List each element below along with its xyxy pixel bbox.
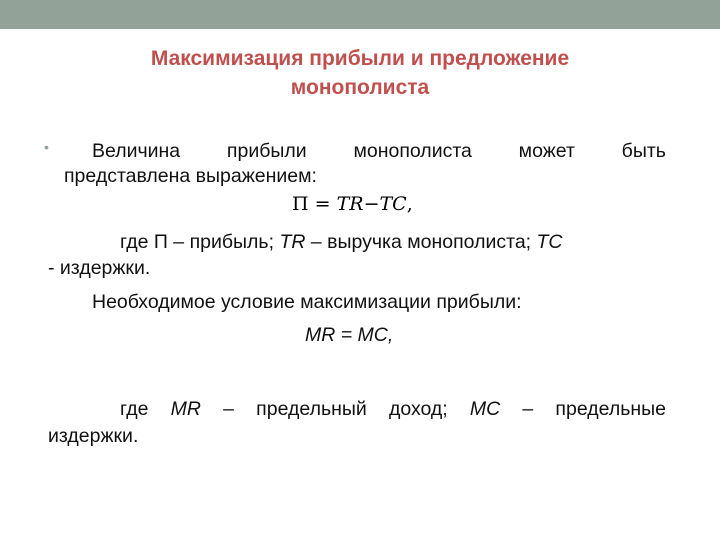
formula-tc: TC [379,193,407,215]
word: – [522,398,534,420]
tr-term: TR [279,231,306,253]
word: прибыли [226,140,307,162]
mr-term: MR [170,398,201,420]
mr-mc-equation: MR = MC, [305,324,394,346]
mc-term: MC [469,398,501,420]
definitions-1-line-1 [120,230,563,254]
formula-minus: − [363,193,380,215]
word: доход; [388,398,448,420]
definitions-2-line-1 [120,397,666,421]
word: – [223,398,234,420]
formula-comma: , [406,193,413,215]
definitions-1-line-2: - издержки. [48,257,151,279]
text-fragment: – выручка монополиста; [305,231,537,253]
word: Величина [92,140,181,162]
profit-formula [292,193,413,215]
definitions-2-line-2: издержки. [48,425,139,447]
formula-eq: = [314,193,331,215]
text-fragment: где П – прибыль; [120,231,280,253]
condition-text: Необходимое условие максимизации прибыли: [92,291,522,313]
word: быть [621,140,666,162]
word: где [120,398,149,420]
paragraph-1-line-1 [92,139,666,163]
word: предельный [256,398,367,420]
top-bar [0,0,720,29]
formula-pi: Π [292,193,309,215]
paragraph-1-line-2: представлена выражением: [64,165,317,187]
bullet-icon: • [44,139,49,155]
word: монополиста [353,140,472,162]
word: может [518,140,575,162]
word: предельные [555,398,666,420]
formula-tr: TR [336,193,364,215]
slide-title: Максимизация прибыли и предложение монополиста [150,47,570,99]
tc-term: TC [536,231,563,253]
